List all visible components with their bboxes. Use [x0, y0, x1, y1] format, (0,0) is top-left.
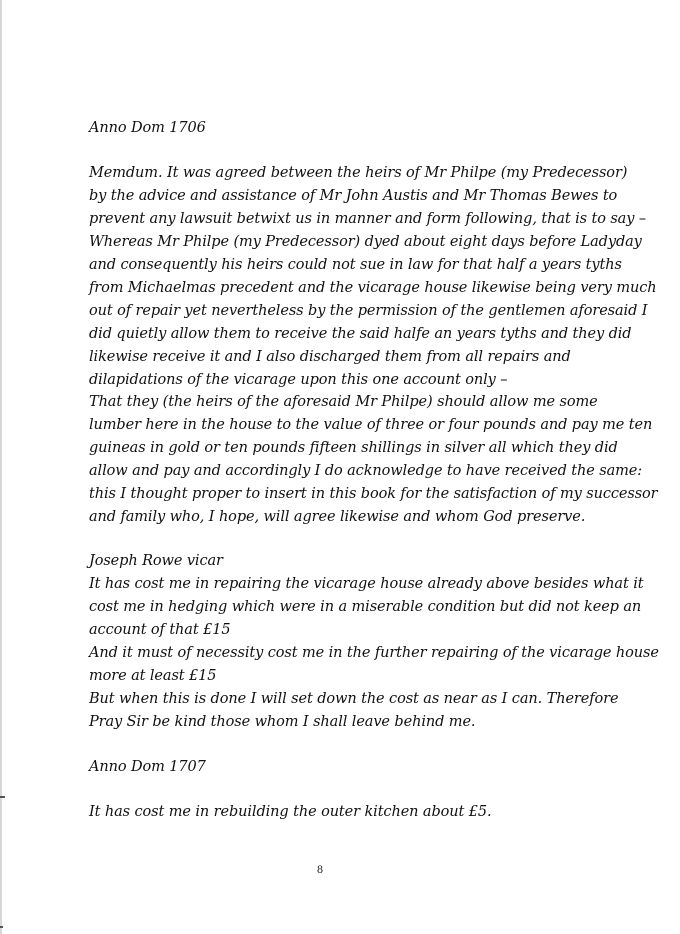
- memorandum-line: and family who, I hope, will agree likewise and whom God preserve.: [89, 509, 586, 525]
- signature-joseph-rowe: Joseph Rowe vicar: [89, 553, 223, 569]
- memorandum-line: lumber here in the house to the value of three or four pounds and pay me ten: [89, 417, 653, 433]
- memorandum-line: guineas in gold or ten pounds fifteen shillings in silver all which they did: [89, 440, 618, 456]
- scan-edge-mark: [0, 926, 3, 928]
- memorandum-line: That they (the heirs of the aforesaid Mr Philpe) should allow me some: [89, 394, 598, 410]
- cost-line: cost me in hedging which were in a miserable condition but did not keep an: [89, 599, 642, 615]
- cost-line: account of that £15: [89, 622, 231, 638]
- memorandum-line: did quietly allow them to receive the said halfe an years tyths and they did: [89, 326, 632, 342]
- memorandum-line: dilapidations of the vicarage upon this one account only –: [89, 372, 508, 388]
- memorandum-line: out of repair yet nevertheless by the permission of the gentlemen aforesaid I: [89, 303, 648, 319]
- cost-line: Pray Sir be kind those whom I shall leave behind me.: [89, 714, 476, 730]
- scan-edge-mark: [0, 796, 5, 798]
- memorandum-line: allow and pay and accordingly I do acknowledge to have received the same:: [89, 463, 643, 479]
- memorandum-line: prevent any lawsuit betwixt us in manner and form following, that is to say –: [89, 211, 646, 227]
- memorandum-line: by the advice and assistance of Mr John Austis and Mr Thomas Bewes to: [89, 188, 618, 204]
- heading-anno-dom-1707: Anno Dom 1707: [89, 759, 206, 775]
- cost-line: It has cost me in repairing the vicarage house already above besides what it: [89, 576, 644, 592]
- page-number: 8: [317, 862, 323, 876]
- memorandum-line: from Michaelmas precedent and the vicarage house likewise being very much: [89, 280, 657, 296]
- scan-edge-shadow: [0, 0, 2, 934]
- kitchen-cost-line: It has cost me in rebuilding the outer kitchen about £5.: [89, 804, 492, 820]
- memorandum-line: Whereas Mr Philpe (my Predecessor) dyed about eight days before Ladyday: [89, 234, 642, 250]
- cost-line: And it must of necessity cost me in the further repairing of the vicarage house: [89, 645, 659, 661]
- cost-line: But when this is done I will set down the cost as near as I can. Therefore: [89, 691, 619, 707]
- heading-anno-dom-1706: Anno Dom 1706: [89, 120, 206, 136]
- memorandum-line: likewise receive it and I also discharged them from all repairs and: [89, 349, 571, 365]
- cost-line: more at least £15: [89, 668, 217, 684]
- memorandum-line: this I thought proper to insert in this book for the satisfaction of my successor: [89, 486, 658, 502]
- memorandum-line: Memdum. It was agreed between the heirs of Mr Philpe (my Predecessor): [89, 165, 628, 181]
- memorandum-line: and consequently his heirs could not sue in law for that half a years tyths: [89, 257, 622, 273]
